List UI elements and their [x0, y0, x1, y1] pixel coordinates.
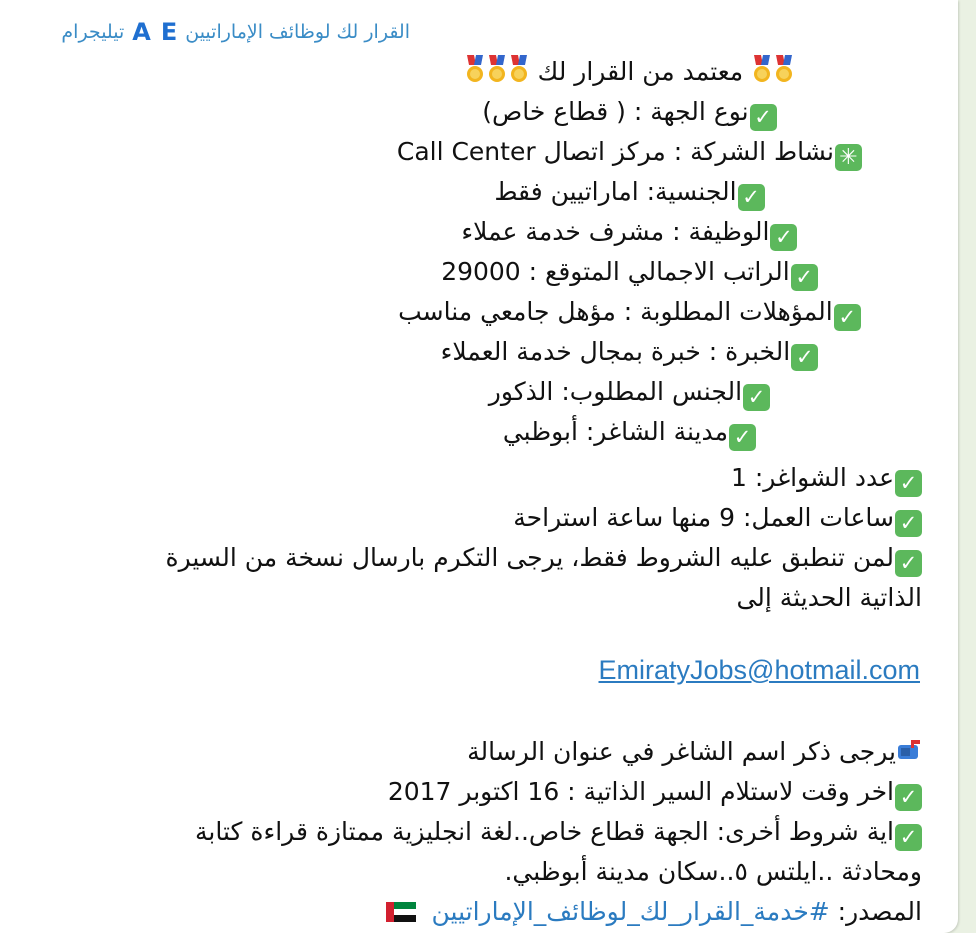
detail-line: [397, 92, 862, 132]
check-mark-icon: ✓: [895, 784, 922, 811]
check-mark-icon: ✓: [729, 424, 756, 451]
check-mark-icon: ✓: [895, 824, 922, 851]
detail-line: [397, 172, 862, 212]
detail-text: مدينة الشاغر: أبوظبي: [502, 417, 729, 446]
forwarded-channel-name[interactable]: [61, 18, 410, 46]
medal-icon: [751, 55, 773, 85]
heading-text: معتمد من القرار لك: [537, 57, 744, 86]
uae-flag-icon: [386, 902, 416, 922]
check-mark-icon: ✓: [750, 104, 777, 131]
detail-line: [397, 132, 862, 172]
detail-text: المؤهلات المطلوبة : مؤهل جامعي مناسب: [398, 297, 833, 326]
check-mark-icon: ✓: [791, 264, 818, 291]
message-heading: [397, 52, 862, 92]
detail-text: اخر وقت لاستلام السير الذاتية : 16 اكتوبر 2017: [387, 777, 894, 806]
channel-letter-a: A: [132, 18, 151, 46]
medal-icon: [508, 55, 530, 85]
detail-text: نوع الجهة : ( قطاع خاص): [482, 97, 749, 126]
email-link[interactable]: EmiratyJobs@hotmail.com: [598, 655, 920, 685]
check-mark-icon: ✓: [895, 470, 922, 497]
detail-text: الذاتية الحديثة إلى: [736, 583, 922, 612]
channel-suffix: تيليجرام: [61, 21, 125, 43]
detail-line: [195, 772, 922, 812]
detail-line: [166, 578, 923, 618]
detail-text: يرجى ذكر اسم الشاغر في عنوان الرسالة: [467, 737, 896, 766]
source-line: [195, 892, 922, 932]
detail-line: [166, 538, 923, 578]
medal-icon: [486, 55, 508, 85]
check-mark-icon: ✓: [834, 304, 861, 331]
detail-line: [397, 412, 862, 452]
message-body-centered: [397, 52, 862, 452]
detail-line: [397, 332, 862, 372]
detail-line: [397, 252, 862, 292]
channel-name[interactable]: القرار لك لوظائف الإماراتيين: [185, 21, 410, 43]
mailbox-icon: [896, 739, 922, 763]
check-mark-icon: ✓: [738, 184, 765, 211]
check-mark-icon: ✓: [743, 384, 770, 411]
detail-text: الجنس المطلوب: الذكور: [488, 377, 743, 406]
channel-letter-e: E: [160, 18, 178, 46]
check-mark-icon: ✓: [770, 224, 797, 251]
detail-line: [195, 732, 922, 772]
detail-text: الراتب الاجمالي المتوقع : 29000: [441, 257, 790, 286]
detail-text: نشاط الشركة : مركز اتصال Call Center: [396, 137, 834, 166]
detail-line: [397, 212, 862, 252]
source-hashtag-link[interactable]: #خدمة_القرار_لك_لوظائف_الإماراتيين: [431, 897, 830, 926]
detail-text: لمن تنطبق عليه الشروط فقط، يرجى التكرم بارسال نسخة من السيرة: [165, 543, 894, 572]
detail-line: [397, 292, 862, 332]
detail-line: [195, 852, 922, 892]
detail-text: عدد الشواغر: 1: [731, 463, 894, 492]
detail-line: [195, 812, 922, 852]
message-body-lower: [166, 458, 923, 618]
source-label: المصدر:: [837, 897, 922, 926]
detail-text: ساعات العمل: 9 منها ساعة استراحة: [513, 503, 894, 532]
check-mark-icon: ✓: [791, 344, 818, 371]
detail-text: الخبرة : خبرة بمجال خدمة العملاء: [440, 337, 791, 366]
detail-line: [397, 372, 862, 412]
detail-text: ومحادثة ..ايلتس ٥..سكان مدينة أبوظبي.: [504, 857, 922, 886]
message-body-footer: [195, 732, 922, 932]
detail-text: الجنسية: اماراتيين فقط: [494, 177, 737, 206]
sparkle-icon: ✳: [835, 144, 862, 171]
medal-icon: [464, 55, 486, 85]
detail-text: الوظيفة : مشرف خدمة عملاء: [461, 217, 770, 246]
detail-line: [166, 458, 923, 498]
check-mark-icon: ✓: [895, 550, 922, 577]
detail-line: [166, 498, 923, 538]
medal-icon: [773, 55, 795, 85]
check-mark-icon: ✓: [895, 510, 922, 537]
detail-text: اية شروط أخرى: الجهة قطاع خاص..لغة انجليزية ممتازة قراءة كتابة: [195, 817, 894, 846]
